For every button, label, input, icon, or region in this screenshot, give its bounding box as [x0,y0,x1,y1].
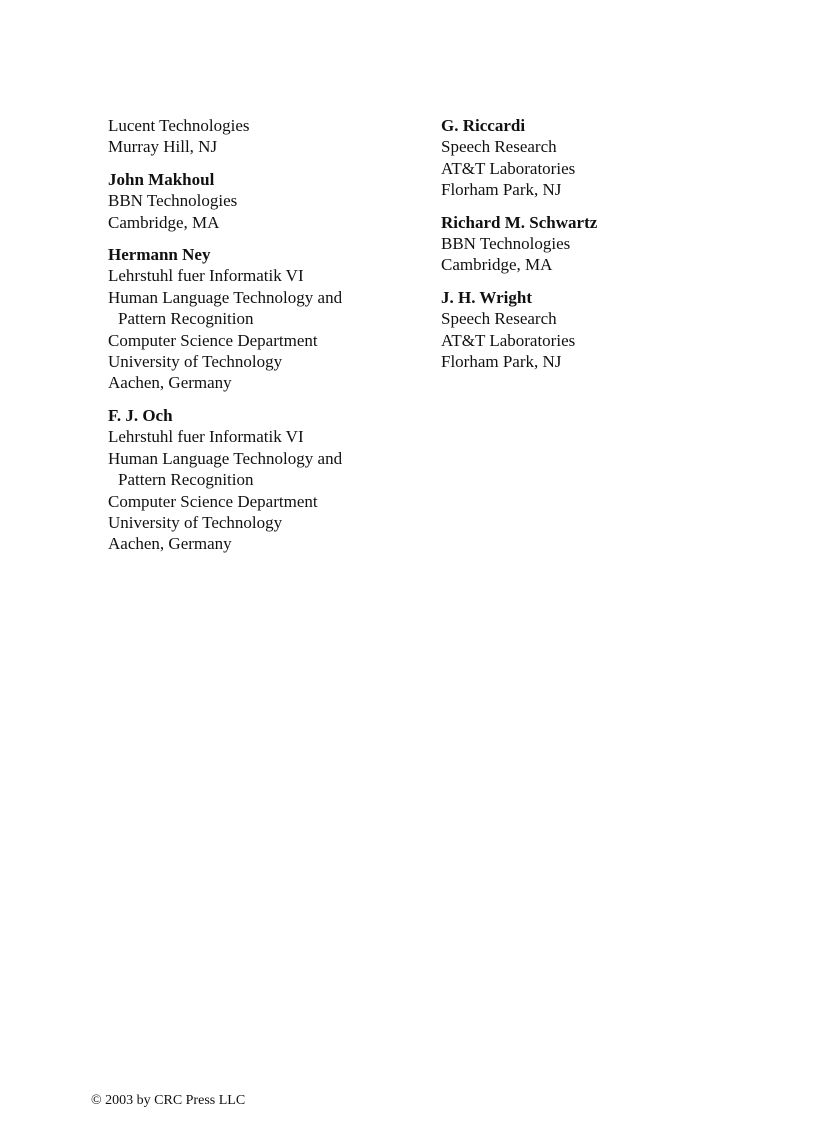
left-column [108,115,418,566]
affiliation-entry [108,115,418,158]
affiliation-line: AT&T Laboratories [441,330,576,350]
contributor-name: F. J. Och [108,405,173,425]
affiliation-line: Human Language Technology and [108,448,343,468]
affiliation-line: Lehrstuhl fuer Informatik VI [108,427,304,447]
affiliation-line: Aachen, Germany [108,534,232,554]
affiliation-line: Florham Park, NJ [441,180,562,200]
affiliation-line: AT&T Laboratories [441,158,576,178]
contributor-name: John Makhoul [108,169,215,189]
affiliation-line: Murray Hill, NJ [108,137,218,157]
affiliation-line: Speech Research [441,137,557,157]
affiliation-entry [108,244,418,394]
right-column [441,115,761,383]
copyright-footer: © 2003 by CRC Press LLC [91,1093,246,1108]
affiliation-line: Speech Research [441,309,557,329]
affiliation-line: Lehrstuhl fuer Informatik VI [108,266,304,286]
affiliation-entry [108,405,418,555]
affiliation-line: Cambridge, MA [441,255,553,275]
affiliation-line: Human Language Technology and [108,287,343,307]
affiliation-line: Aachen, Germany [108,373,232,393]
affiliation-entry [441,115,761,201]
affiliation-line: Computer Science Department [108,330,318,350]
affiliation-line: Florham Park, NJ [441,352,562,372]
affiliation-line: BBN Technologies [108,191,238,211]
affiliation-entry [441,287,761,373]
contributor-name: J. H. Wright [441,287,532,307]
affiliation-entry [441,212,761,276]
affiliation-line: University of Technology [108,512,283,532]
contributor-name: Richard M. Schwartz [441,212,598,232]
affiliation-line: Pattern Recognition [118,470,254,490]
contributor-name: G. Riccardi [441,116,526,135]
affiliation-line: Cambridge, MA [108,212,220,232]
affiliation-line: Lucent Technologies [108,116,250,135]
contributor-name: Hermann Ney [108,245,211,265]
affiliation-line: Computer Science Department [108,491,318,511]
affiliation-line: BBN Technologies [441,234,571,254]
affiliation-line: University of Technology [108,352,283,372]
affiliation-entry [108,169,418,233]
affiliation-line: Pattern Recognition [118,309,254,329]
